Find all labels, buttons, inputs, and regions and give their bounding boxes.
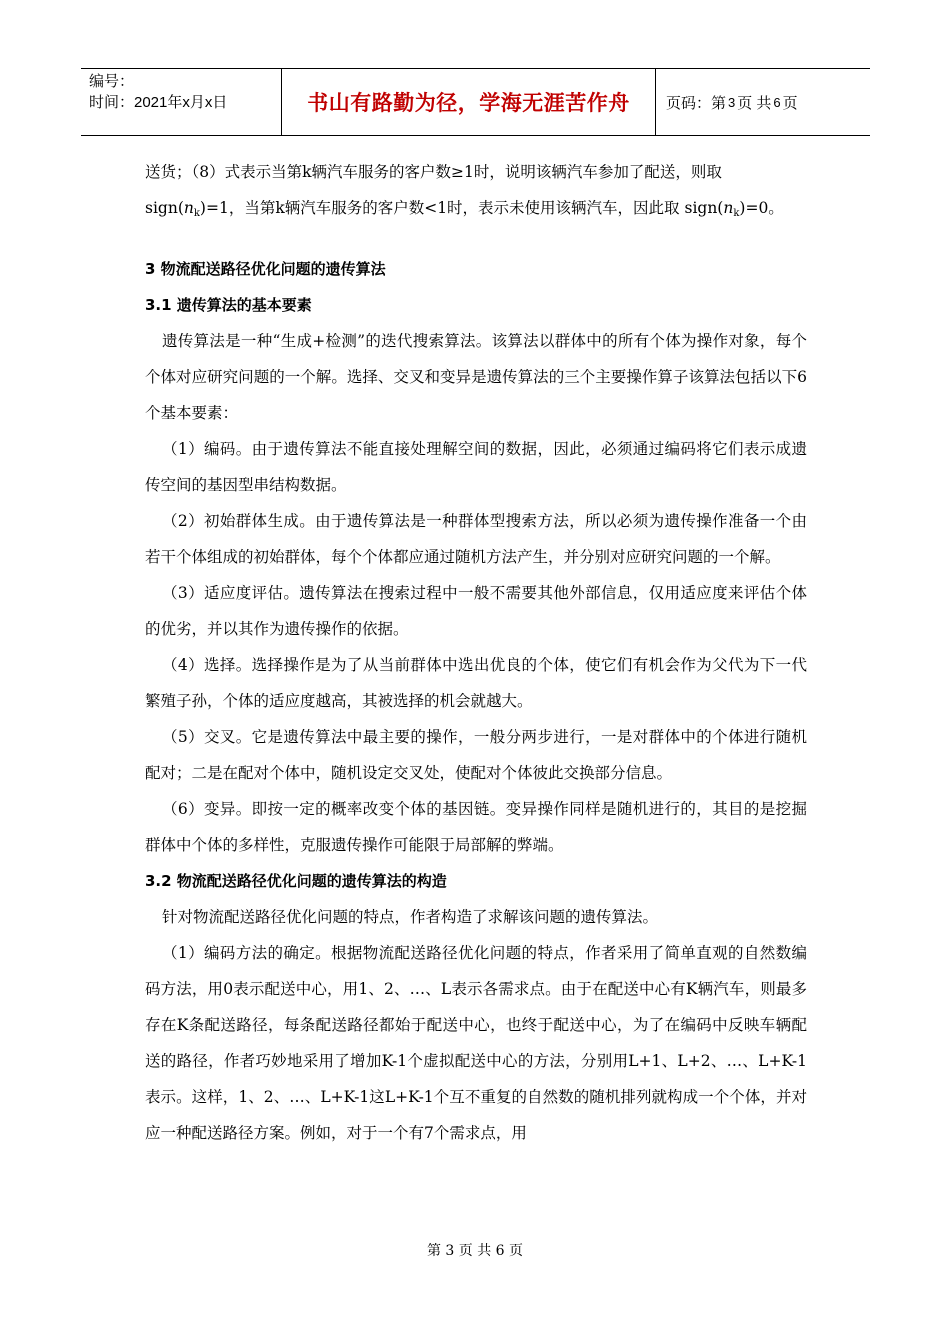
page-header <box>81 68 870 136</box>
list-item-encoding-method: （1）编码方法的确定。根据物流配送路径优化问题的特点，作者采用了简单直观的自然数编码方法，用0表示配送中心，用1、2、…、L表示各需求点。由于在配送中心有K辆汽车，则最多存在K条配送路径，每条配送路径都始于配送中心，也终于配送中心，为了在编码中反映车辆配送的路径，作者巧妙地采用了增加K-1个虚拟配送中心的方法，分别用L+1、L+2、…、L+K-1表示。这样，1、2、…、L+K-1这L+K-1个互不重复的自然数的随机排列就构成一个个体，并对应一种配送路径方案。例如，对于一个有7个需求点，用 <box>145 944 807 1142</box>
section-heading-3: 3 物流配送路径优化问题的遗传算法 <box>145 260 386 278</box>
section-heading-3-1: 3.1 遗传算法的基本要素 <box>145 296 312 314</box>
list-item-encoding: （1）编码。由于遗传算法不能直接处理解空间的数据，因此，必须通过编码将它们表示成遗传空间的基因型串结构数据。 <box>145 440 807 494</box>
list-item-selection: （4）选择。选择操作是为了从当前群体中选出优良的个体，使它们有机会作为父代为下一代繁殖子孙，个体的适应度越高，其被选择的机会就越大。 <box>145 656 807 710</box>
document-body <box>145 154 807 1151</box>
page-prefix: 页码：第 <box>666 94 727 112</box>
paragraph-continued <box>145 154 807 232</box>
page-total: 6 <box>773 94 781 110</box>
paragraph-intro: 遗传算法是一种“生成+检测”的迭代搜索算法。该算法以群体中的所有个体为操作对象，每个个体对应研究问题的一个解。选择、交叉和变异是遗传算法的三个主要操作算子该算法包括以下6个基本要素： <box>145 332 807 422</box>
formula-text: )=1，当第k辆汽车服务的客户数<1时，表示未使用该辆汽车，因此取 sign( <box>199 199 724 217</box>
list-item-crossover: （5）交叉。它是遗传算法中最主要的操作，一般分两步进行，一是对群体中的个体进行随机配对；二是在配对个体中，随机设定交叉处，使配对个体彼此交换部分信息。 <box>145 728 807 782</box>
page-mid: 页 共 <box>737 94 772 112</box>
page-suffix: 页 <box>782 94 798 112</box>
formula-variable: n <box>723 199 734 217</box>
formula-variable: n <box>183 199 194 217</box>
paragraph-intro: 针对物流配送路径优化问题的特点，作者构造了求解该问题的遗传算法。 <box>162 908 659 926</box>
list-item-initial-population: （2）初始群体生成。由于遗传算法是一种群体型搜索方法，所以必须为遗传操作准备一个由若干个体组成的初始群体，每个个体都应通过随机方法产生，并分别对应研究问题的一个解。 <box>145 512 807 566</box>
section-heading-3-2: 3.2 物流配送路径优化问题的遗传算法的构造 <box>145 872 447 890</box>
formula-text: sign( <box>145 199 184 217</box>
list-item-fitness: （3）适应度评估。遗传算法在搜索过程中一般不需要其他外部信息，仅用适应度来评估个体的优劣，并以其作为遗传操作的依据。 <box>145 584 807 638</box>
page-footer: 第 3 页 共 6 页 <box>426 1243 524 1259</box>
paragraph-line: 送货；（8）式表示当第k辆汽车服务的客户数≥1时，说明该辆汽车参加了配送，则取 <box>145 163 722 181</box>
header-page-cell <box>656 69 870 135</box>
header-meta-cell <box>81 69 281 135</box>
formula-text: )=0。 <box>739 199 784 217</box>
header-motto-cell <box>281 69 656 135</box>
document-number-label: 编号： <box>89 73 135 90</box>
document-date-label: 时间：2021年x月x日 <box>89 94 228 111</box>
formula-subscript: k <box>733 208 740 219</box>
header-motto: 书山有路勤为径，学海无涯苦作舟 <box>307 91 630 115</box>
formula-subscript: k <box>193 208 200 219</box>
section-gap <box>145 232 807 251</box>
page-current: 3 <box>728 94 736 110</box>
list-item-mutation: （6）变异。即按一定的概率改变个体的基因链。变异操作同样是随机进行的，其目的是挖掘群体中个体的多样性，克服遗传操作可能限于局部解的弊端。 <box>145 800 807 854</box>
